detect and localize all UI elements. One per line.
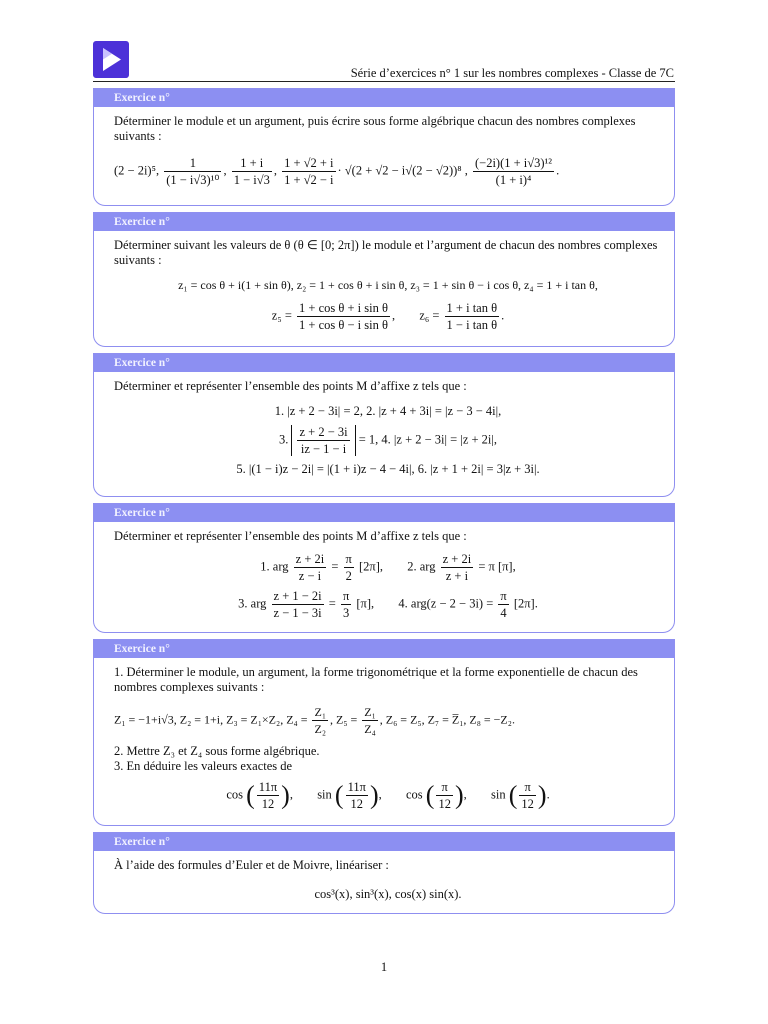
denominator: 3 bbox=[342, 606, 350, 620]
numerator: π bbox=[500, 589, 507, 603]
z5-fraction bbox=[297, 301, 390, 332]
exercise-intro: 1. Déterminer le module, un argument, la forme trigonométrique et la forme exponentielle de chacun des nombres complexes suivants : bbox=[114, 665, 638, 694]
numerator: z + 1 − 2i bbox=[273, 589, 322, 603]
numerator: π bbox=[519, 780, 536, 796]
expr-2-fraction bbox=[164, 156, 221, 187]
expression-line: 1. |z + 2 − 3i| = 2, 2. |z + 4 + 3i| = |z − 3 − 4i|, bbox=[274, 404, 502, 418]
denominator: 12 bbox=[350, 797, 363, 811]
q3-rhs-fraction bbox=[341, 589, 351, 620]
denominator: (1 − i√3)¹⁰ bbox=[166, 173, 220, 187]
denominator: iz − 1 − i bbox=[300, 442, 347, 456]
numerator: 1 + i tan θ bbox=[446, 301, 498, 315]
numerator: 1 + √2 + i bbox=[284, 156, 334, 170]
sin-label: sin bbox=[491, 787, 506, 802]
exercise-heading: Exercice n° bbox=[94, 354, 674, 372]
expr-4-fraction bbox=[282, 156, 335, 187]
denominator: 12 bbox=[521, 797, 534, 811]
denominator: 12 bbox=[261, 797, 275, 811]
numerator: 1 + cos θ + i sin θ bbox=[299, 301, 388, 315]
header-rule bbox=[93, 81, 675, 82]
play-logo-icon bbox=[93, 41, 129, 78]
denominator: z + i bbox=[445, 569, 469, 583]
numerator: z + 2 − 3i bbox=[299, 425, 348, 439]
expression-line: cos ( $\frac{11\pi}{12}$ ), sin ( $\frac{11\pi}{12}$ ), cos ( $\frac{\pi}{12}$ ), sin ( $\frac{\pi}{12}$ ). bbox=[226, 780, 550, 811]
numerator: π bbox=[436, 780, 453, 796]
sin2-fraction bbox=[519, 780, 536, 811]
z6-fraction bbox=[445, 301, 500, 332]
expression-tail: = π [π], bbox=[478, 559, 516, 574]
numerator: π bbox=[345, 552, 352, 566]
numerator: 11π bbox=[347, 780, 366, 794]
denominator: Z₄ bbox=[364, 722, 376, 736]
exercise-intro: Déterminer et représenter l’ensemble des points M d’affixe z tels que : bbox=[114, 529, 467, 543]
cos1-fraction bbox=[257, 780, 279, 811]
absolute-value bbox=[291, 425, 355, 456]
numerator: Z₁ bbox=[314, 705, 326, 719]
definitions-part: , Z₅ = bbox=[330, 712, 358, 727]
numerator: (−2i)(1 + i√3)¹² bbox=[475, 156, 553, 170]
q1-fraction bbox=[294, 552, 327, 583]
exercise-box-2 bbox=[93, 212, 675, 347]
z4-fraction bbox=[312, 705, 328, 736]
exercise-box-3 bbox=[93, 353, 675, 497]
definitions-part: , Z₆ = Z₅, Z₇ = Z̅₁, Z₈ = −Z₂. bbox=[379, 712, 515, 727]
exercise-heading: Exercice n° bbox=[94, 89, 674, 107]
exercise-heading: Exercice n° bbox=[94, 213, 674, 231]
exercise-box-4 bbox=[93, 503, 675, 633]
denominator: 1 − i tan θ bbox=[446, 318, 498, 332]
z6-label: z₆ = bbox=[419, 308, 440, 323]
modulus: [2π], bbox=[358, 559, 383, 574]
modulus: [2π]. bbox=[513, 596, 538, 611]
exercise-intro: À l’aide des formules d’Euler et de Moivre, linéariser : bbox=[114, 858, 389, 872]
item-label: 3. bbox=[278, 432, 289, 447]
q2-fraction bbox=[441, 552, 474, 583]
exercise-box-1 bbox=[93, 88, 675, 206]
expression-tail: = 1, 4. |z + 2 − 3i| = |z + 2i|, bbox=[358, 432, 498, 447]
exercise-intro: Déterminer et représenter l’ensemble des points M d’affixe z tels que : bbox=[114, 379, 467, 393]
denominator: z − 1 − 3i bbox=[273, 606, 322, 620]
numerator: z + 2i bbox=[442, 552, 472, 566]
denominator: 1 + √2 − i bbox=[284, 173, 334, 187]
expr-5-fraction bbox=[473, 156, 554, 187]
numerator: 1 + i bbox=[232, 156, 272, 172]
exercise-intro: Déterminer suivant les valeurs de θ (θ ∈ [0; 2π]) le module et l’argument de chacun des nombres complexes suivants : bbox=[114, 238, 658, 267]
expr-4-tail: · √(2 + √2 − i√(2 − √2))⁸ , bbox=[337, 163, 468, 178]
numerator: π bbox=[342, 589, 350, 603]
item-label: 4. arg(z − 2 − 3i) = bbox=[398, 596, 494, 611]
item-label: 1. arg bbox=[260, 559, 289, 574]
exercise-box-5 bbox=[93, 639, 675, 826]
sin1-fraction bbox=[346, 780, 368, 811]
equals: = bbox=[328, 596, 336, 611]
denominator: 2 bbox=[345, 569, 352, 583]
cos2-fraction bbox=[436, 780, 453, 811]
numerator: z + 2i bbox=[295, 552, 325, 566]
z5-label: z₅ = bbox=[271, 308, 292, 323]
q3-fraction bbox=[297, 425, 349, 456]
denominator: 1 + cos θ − i sin θ bbox=[299, 318, 388, 332]
expression-line bbox=[114, 552, 662, 583]
numerator: 11π bbox=[258, 780, 278, 794]
logo bbox=[93, 41, 129, 78]
modulus: [π], bbox=[356, 596, 375, 611]
denominator: 4 bbox=[500, 606, 507, 620]
expression-line bbox=[114, 425, 662, 456]
denominator: Z₂ bbox=[314, 722, 326, 736]
exercise-heading: Exercice n° bbox=[94, 504, 674, 522]
sin-label: sin bbox=[317, 787, 332, 802]
denominator: (1 + i)⁴ bbox=[495, 173, 532, 187]
exercise-intro: Déterminer le module et un argument, puis écrire sous forme algébrique chacun des nombres complexes suivants : bbox=[114, 114, 636, 143]
expression-line bbox=[114, 705, 662, 736]
numerator: 1 bbox=[164, 156, 221, 172]
denominator: 12 bbox=[438, 797, 451, 811]
definitions-part: Z₁ = −1+i√3, Z₂ = 1+i, Z₃ = Z₁×Z₂, Z₄ = bbox=[114, 712, 308, 727]
item-label: 2. arg bbox=[407, 559, 436, 574]
expression-line: 5. |(1 − i)z − 2i| = |(1 + i)z − 4 − 4i|, 6. |z + 1 + 2i| = 3|z + 3i|. bbox=[236, 462, 540, 476]
exercise-heading: Exercice n° bbox=[94, 833, 674, 851]
equals: = bbox=[331, 559, 339, 574]
exercise-heading: Exercice n° bbox=[94, 640, 674, 658]
denominator: 1 − i√3 bbox=[233, 173, 270, 187]
document-header-title: Série d’exercices n° 1 sur les nombres complexes - Classe de 7C bbox=[350, 66, 674, 80]
expression-line: z₁ = cos θ + i(1 + sin θ), z₂ = 1 + cos θ + i sin θ, z₃ = 1 + sin θ − i cos θ, z₄ = 1 + i tan θ, bbox=[178, 278, 598, 292]
q4-rhs-fraction bbox=[498, 589, 508, 620]
denominator: z − i bbox=[298, 569, 322, 583]
cos-label: cos bbox=[226, 787, 243, 802]
exercise-box-6 bbox=[93, 832, 675, 914]
item-label: 3. arg bbox=[238, 596, 267, 611]
q1-rhs-fraction bbox=[344, 552, 354, 583]
expression-line: z₅ = $\frac{\text{1 + cos θ + i sin θ}}{\text{1 + cos θ − i sin θ}}$ , z₆ = $\frac{\text{1 + i tan θ}}{\text{1 − i tan θ}}$ . bbox=[271, 301, 505, 332]
question-2: 2. Mettre Z₃ et Z₄ sous forme algébrique. bbox=[114, 744, 320, 758]
expr-3-fraction bbox=[232, 156, 272, 187]
expression-line: cos³(x), sin³(x), cos(x) sin(x). bbox=[314, 887, 462, 901]
z5-fraction bbox=[362, 705, 378, 736]
expression-line bbox=[114, 589, 662, 620]
question-3: 3. En déduire les valeurs exactes de bbox=[114, 759, 293, 773]
expression-line: (2 − 2i)⁵, $\frac{1}{\text{(1 − i√3)¹⁰}}$ , $\frac{1 + i}{1 - i√3}$ , $\frac{1 + √2 + i}{1 + √2 - i}$ · √(2 + √2 − i√(2 − √2))⁸ , $\frac{\text{(−2i)(1 + i√3)¹²}}{\text{(1 + i)⁴}}$ . bbox=[114, 156, 560, 187]
numerator: Z₁ bbox=[364, 705, 376, 719]
page-number: 1 bbox=[380, 960, 388, 974]
expr-1: (2 − 2i)⁵, bbox=[114, 163, 160, 178]
q3-fraction bbox=[272, 589, 324, 620]
cos-label: cos bbox=[405, 787, 423, 802]
